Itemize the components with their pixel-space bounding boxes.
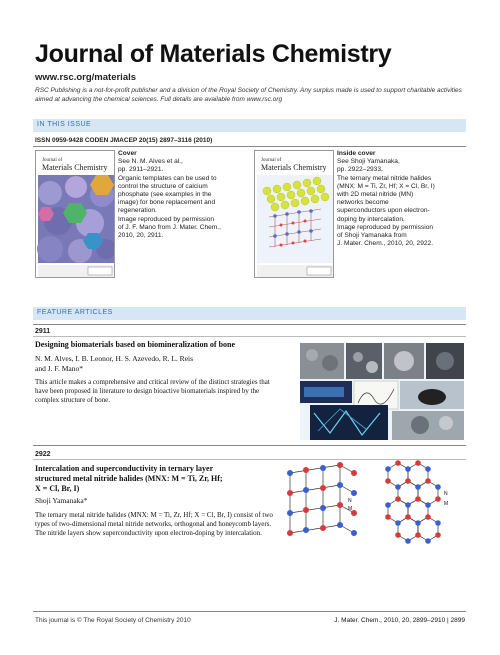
caption-line: J. Mater. Chem., 2010, 20, 2922. — [337, 240, 434, 248]
section-label: FEATURE ARTICLES — [37, 309, 113, 316]
journal-title: Journal of Materials Chemistry — [35, 40, 392, 68]
caption-line: image) for bone replacement and — [118, 199, 216, 207]
atom-label: N — [348, 498, 352, 504]
article-abstract: This article makes a comprehensive and critical review of the distinct strategies that have been proposed in literature to design bioactive biomaterials inspired by the complex structure of bone. — [35, 378, 270, 404]
caption-line: of Shoji Yamanaka from — [337, 232, 407, 240]
inside-cover-image[interactable] — [254, 150, 334, 278]
divider — [33, 445, 466, 446]
authors-line: N. M. Alves, I. B. Leonor, H. S. Azevedo, R. L. Reis — [35, 354, 194, 363]
section-label: IN THIS ISSUE — [37, 121, 92, 128]
biomaterial-micrographs — [300, 343, 464, 440]
article-authors — [35, 354, 275, 374]
footer-copyright: This journal is © The Royal Society of Chemistry 2010 — [35, 617, 191, 624]
article-page-number: 2911 — [35, 328, 51, 335]
cover-mini-title: Materials Chemistry — [42, 163, 108, 172]
publisher-note: RSC Publishing is a not-for-profit publisher and a division of the Royal Society of Chemistry. Any surplus made is used to support charitable activities aimed at advancing the chemical sciences. Full details are available from www.rsc.org — [35, 87, 462, 103]
inside-cover-artwork — [255, 151, 334, 278]
caption-line: doping by intercalation. — [337, 215, 405, 223]
divider — [33, 324, 466, 325]
divider — [33, 336, 466, 337]
caption-line: regeneration. — [118, 207, 157, 215]
cover-mini-title: Journal of — [42, 158, 63, 163]
journal-url[interactable]: www.rsc.org/materials — [35, 72, 137, 83]
caption-line: 2010, 20, 2911. — [118, 232, 164, 240]
nitride-lattice-diagrams — [278, 455, 468, 555]
caption-line: Image reproduced by permission — [337, 223, 434, 231]
caption-line: superconductors upon electron- — [337, 207, 430, 215]
issn-line: ISSN 0959-9428 CODEN JMACEP 20(15) 2897–3116 (2010) — [35, 137, 213, 144]
atom-label: N — [444, 491, 448, 497]
article-title[interactable]: Designing biomaterials based on biomineralization of bone — [35, 340, 236, 349]
article-page-number: 2922 — [35, 451, 51, 458]
title-line: structured metal nitride halides (MNX: M = Ti, Zr, Hf; — [35, 474, 223, 483]
article-title[interactable] — [35, 464, 275, 494]
caption-line: Organic templates can be used to — [118, 174, 217, 182]
caption-line: control the structure of calcium — [118, 182, 208, 190]
cover-image[interactable] — [35, 150, 115, 278]
inside-cover-caption — [337, 150, 467, 248]
caption-line: networks become — [337, 199, 389, 207]
caption-line: of J. F. Mano from J. Mater. Chem., — [118, 223, 221, 231]
footer-citation: J. Mater. Chem., 2010, 20, 2899–2910 | 2899 — [334, 617, 465, 624]
title-line: Intercalation and superconductivity in ternary layer — [35, 464, 214, 473]
in-this-issue-bar — [33, 119, 466, 132]
atom-label: M — [444, 501, 449, 507]
crystal-structure-graphic[interactable] — [278, 455, 468, 555]
caption-line: phosphate (see examples in the — [118, 191, 212, 199]
caption-line: Image reproduced by permission — [118, 215, 215, 223]
atom-label: M — [348, 506, 353, 512]
caption-line: with 2D metal nitride (MN) — [337, 191, 414, 199]
caption-line: See Shoji Yamanaka, — [337, 158, 400, 166]
caption-line: pp. 2911–2921. — [118, 166, 164, 174]
article-authors: Shoji Yamanaka* — [35, 496, 88, 505]
caption-line: See N. M. Alves et al., — [118, 158, 183, 166]
cover-artwork — [36, 151, 115, 278]
caption-heading: Inside cover — [337, 150, 376, 157]
title-line: X = Cl, Br, I) — [35, 484, 80, 493]
footer-divider — [33, 611, 466, 612]
cover-mini-title: Journal of — [261, 158, 282, 163]
article-abstract: The ternary metal nitride halides (MNX: M = Ti, Zr, Hf; X = Cl, Br, I) consist of two types of two-dimensional metal nitride networks, orthogonal and honeycomb layers. The nitride layers show superconductivity upon electron-doping by intercalation. — [35, 511, 273, 537]
feature-articles-bar — [33, 307, 466, 320]
caption-heading: Cover — [118, 150, 137, 157]
authors-line: and J. F. Mano* — [35, 364, 83, 373]
caption-line: (MNX: M = Ti, Zr, Hf; X = Cl, Br, I) — [337, 182, 435, 190]
cover-mini-title: Materials Chemistry — [261, 163, 327, 172]
caption-line: pp. 2922–2933. — [337, 166, 383, 174]
graphical-abstract-image[interactable] — [300, 343, 464, 440]
caption-line: The ternary metal nitride halides — [337, 174, 432, 182]
cover-caption — [118, 150, 248, 240]
divider — [33, 146, 466, 147]
